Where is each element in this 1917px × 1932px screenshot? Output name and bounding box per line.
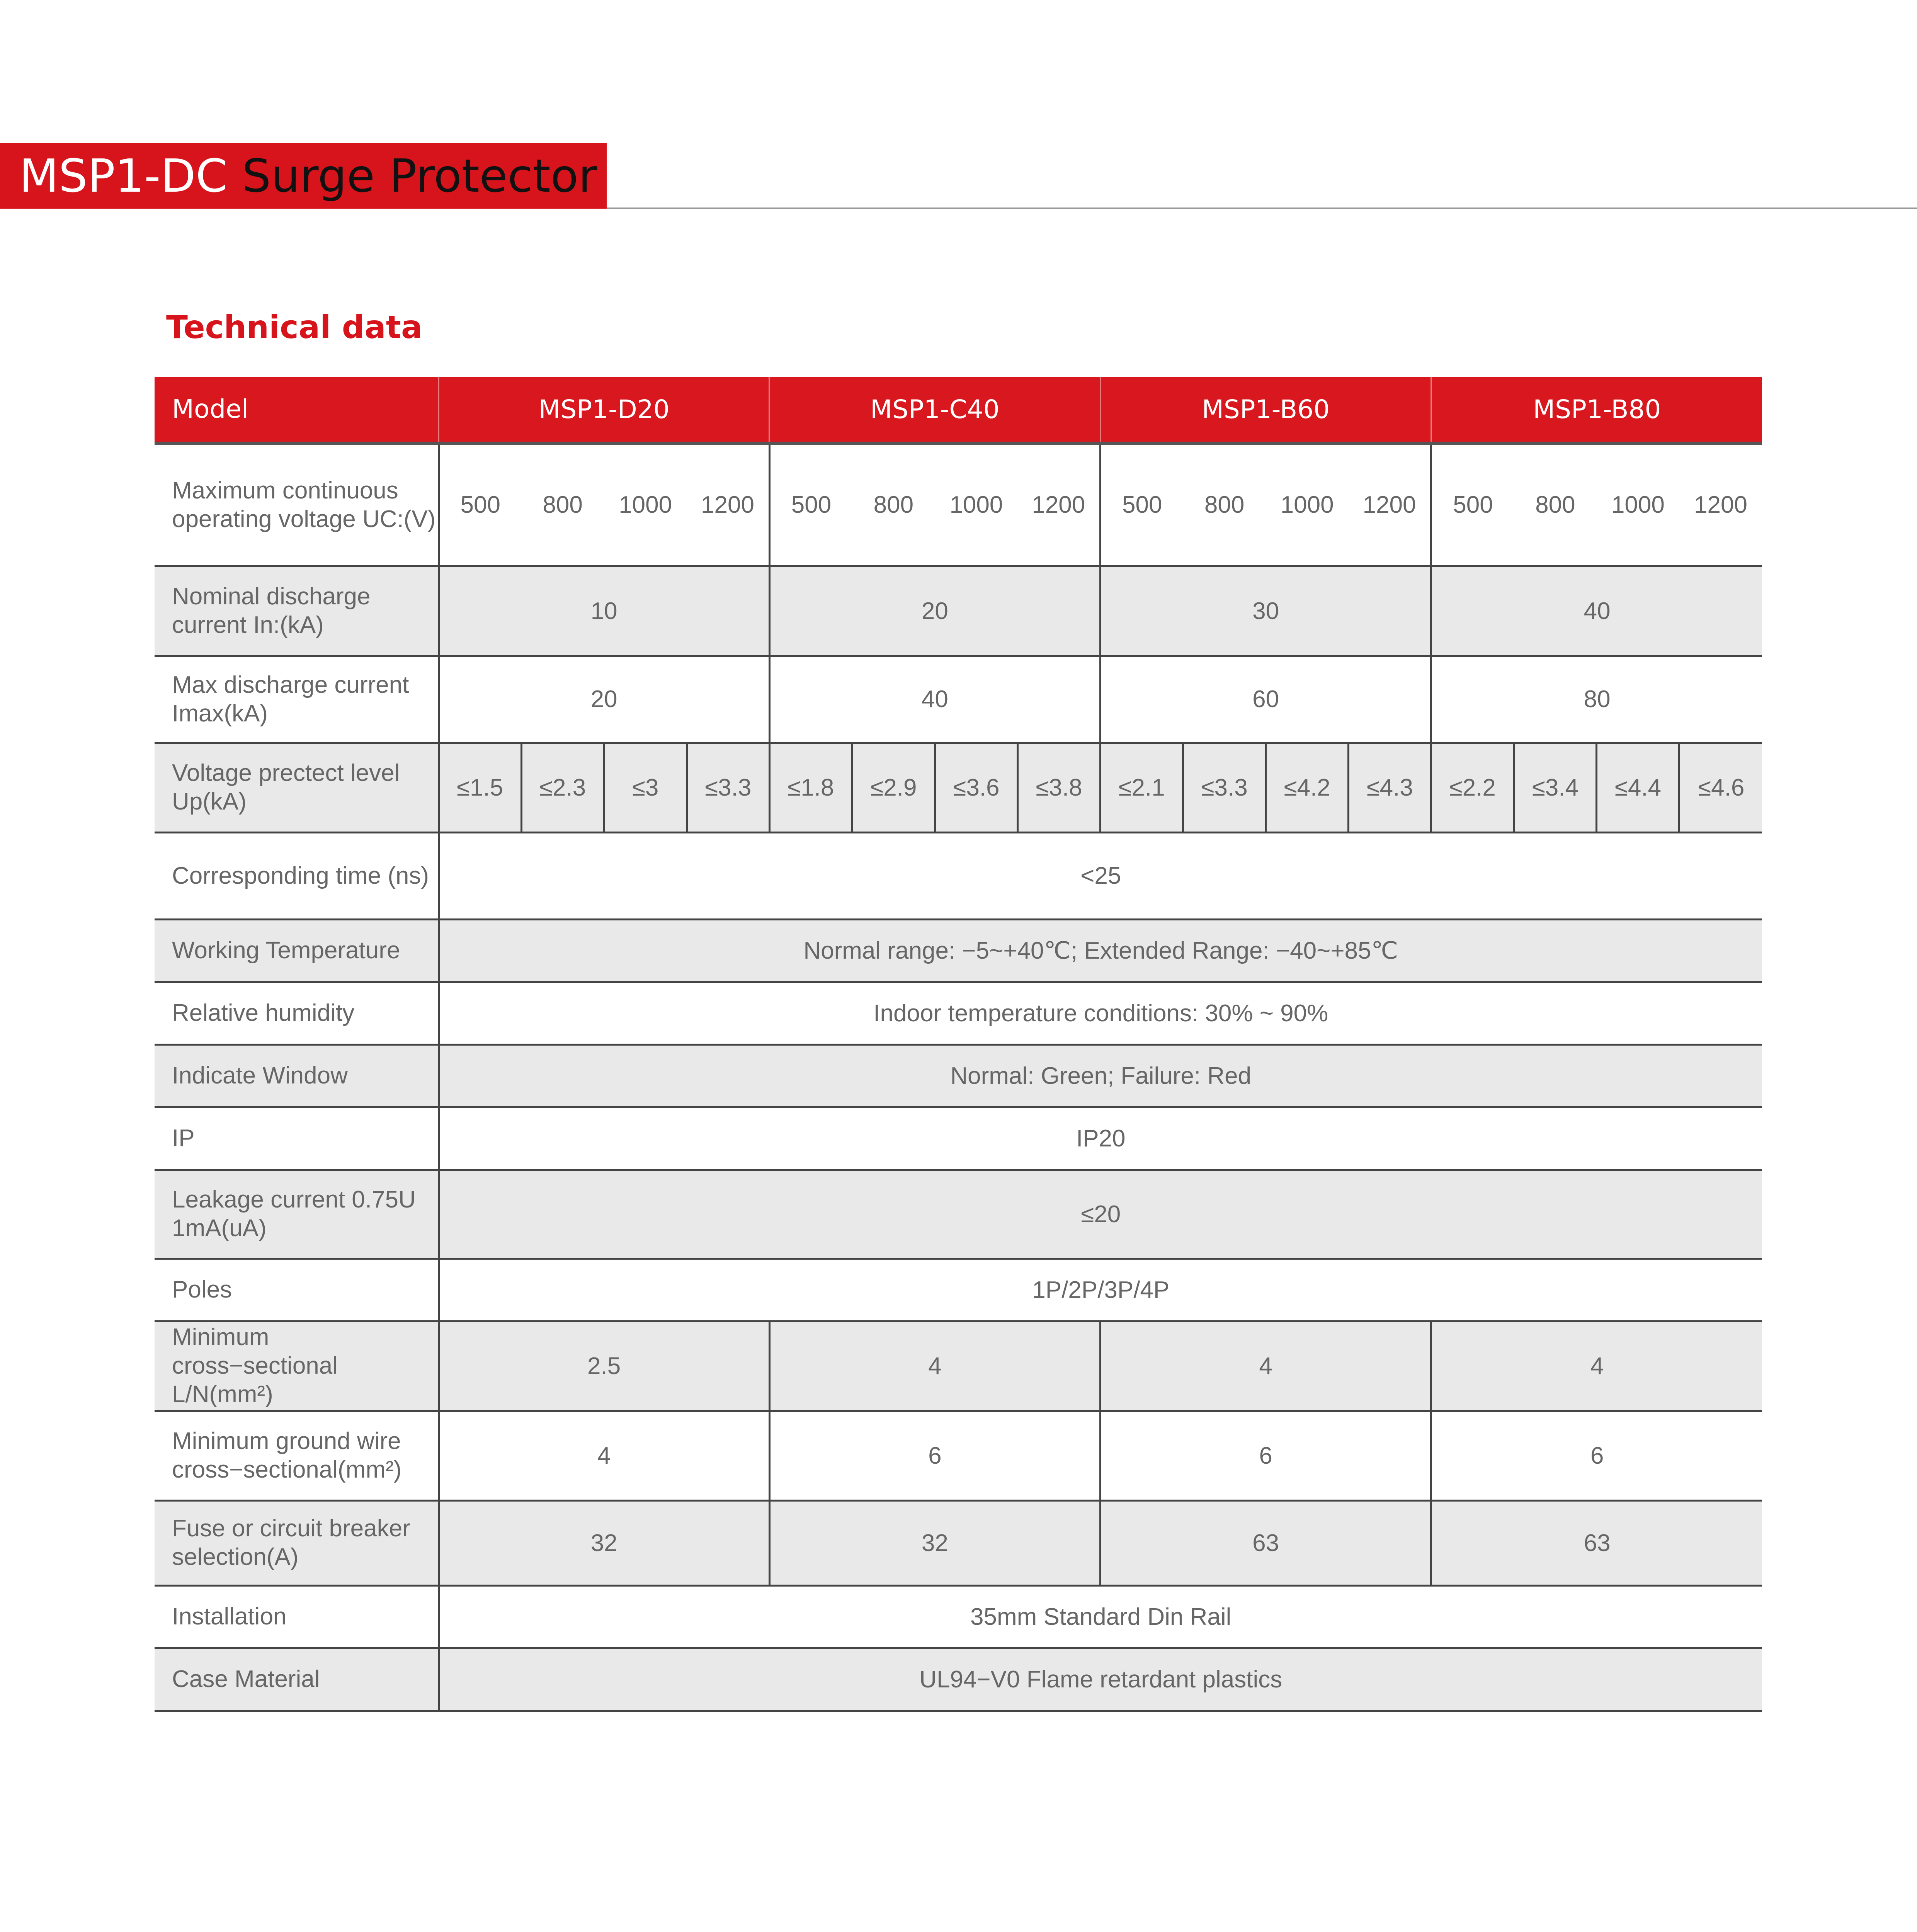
row-imax bbox=[155, 656, 1762, 743]
row-ip bbox=[155, 1107, 1762, 1170]
uc-cell: 500 bbox=[1431, 443, 1514, 566]
row-time bbox=[155, 832, 1762, 919]
model-header: Model bbox=[172, 394, 249, 424]
row-uc bbox=[155, 443, 1762, 566]
title-sub: Surge Protector bbox=[242, 149, 597, 202]
uc-cell: 500 bbox=[769, 443, 852, 566]
up-cell: ≤4.6 bbox=[1679, 743, 1762, 832]
row-label: Voltage prectect level Up(kA) bbox=[172, 760, 400, 815]
imax-cell: 20 bbox=[439, 656, 769, 743]
install-value: 35mm Standard Din Rail bbox=[439, 1585, 1762, 1648]
uc-cell: 1200 bbox=[1032, 492, 1085, 519]
uc-cell: 1200 bbox=[701, 492, 754, 519]
row-leak bbox=[155, 1170, 1762, 1259]
cross-cell: 4 bbox=[1101, 1321, 1431, 1411]
spec-table bbox=[155, 377, 1762, 1712]
row-poles bbox=[155, 1259, 1762, 1321]
header-row bbox=[155, 377, 1762, 443]
row-label: Maximum continuous operating voltage UC:(V) bbox=[172, 477, 436, 532]
leak-value: ≤20 bbox=[439, 1170, 1762, 1259]
row-in bbox=[155, 566, 1762, 656]
fuse-cell: 32 bbox=[439, 1500, 769, 1585]
row-label: Leakage current 0.75U 1mA(uA) bbox=[172, 1186, 416, 1242]
up-cell: ≤2.2 bbox=[1431, 743, 1514, 832]
row-ground bbox=[155, 1411, 1762, 1500]
fuse-cell: 32 bbox=[769, 1500, 1100, 1585]
ground-cell: 6 bbox=[1431, 1411, 1762, 1500]
up-cell: ≤1.8 bbox=[769, 743, 852, 832]
up-cell: ≤2.3 bbox=[521, 743, 604, 832]
cross-cell: 4 bbox=[1431, 1321, 1762, 1411]
in-cell: 40 bbox=[1431, 566, 1762, 656]
uc-cell: 500 bbox=[439, 443, 521, 566]
row-label: Working Temperature bbox=[172, 937, 400, 964]
row-label: Indicate Window bbox=[172, 1062, 348, 1089]
up-cell: ≤4.4 bbox=[1597, 743, 1679, 832]
up-cell: ≤3.8 bbox=[1017, 743, 1100, 832]
row-label: Installation bbox=[172, 1603, 287, 1630]
fuse-cell: 63 bbox=[1101, 1500, 1431, 1585]
ground-cell: 6 bbox=[769, 1411, 1100, 1500]
row-label: Case Material bbox=[172, 1666, 320, 1692]
model-b80: MSP1-B80 bbox=[1431, 377, 1762, 443]
uc-cell: 1200 bbox=[1362, 492, 1416, 519]
in-cell: 20 bbox=[769, 566, 1100, 656]
uc-cell: 800 bbox=[1535, 492, 1575, 519]
page-title-banner bbox=[0, 143, 607, 209]
window-value: Normal: Green; Failure: Red bbox=[439, 1044, 1762, 1107]
up-cell: ≤4.3 bbox=[1349, 743, 1431, 832]
uc-cell: 800 bbox=[543, 492, 583, 519]
cross-cell: 4 bbox=[769, 1321, 1100, 1411]
row-case bbox=[155, 1648, 1762, 1711]
imax-cell: 40 bbox=[769, 656, 1100, 743]
row-label: Fuse or circuit breaker selection(A) bbox=[172, 1515, 410, 1570]
ground-cell: 4 bbox=[439, 1411, 769, 1500]
uc-cell: 800 bbox=[873, 492, 914, 519]
row-label: Poles bbox=[172, 1276, 232, 1303]
in-cell: 10 bbox=[439, 566, 769, 656]
up-cell: ≤3.3 bbox=[1183, 743, 1266, 832]
imax-cell: 80 bbox=[1431, 656, 1762, 743]
uc-cell: 1000 bbox=[1611, 492, 1665, 519]
row-label: Max discharge current Imax(kA) bbox=[172, 671, 409, 727]
row-label: Minimum ground wire cross−sectional(mm²) bbox=[172, 1428, 402, 1483]
ip-value: IP20 bbox=[439, 1107, 1762, 1170]
temp-value: Normal range: −5~+40℃; Extended Range: −40~+85℃ bbox=[439, 919, 1762, 982]
case-value: UL94−V0 Flame retardant plastics bbox=[439, 1648, 1762, 1711]
row-label: Minimum cross−sectional L/N(mm²) bbox=[172, 1324, 338, 1408]
uc-cell: 1000 bbox=[619, 492, 672, 519]
title-main: MSP1-DC bbox=[19, 149, 228, 202]
fuse-cell: 63 bbox=[1431, 1500, 1762, 1585]
humidity-value: Indoor temperature conditions: 30% ~ 90% bbox=[439, 982, 1762, 1044]
title-rule bbox=[607, 207, 1917, 209]
up-cell: ≤1.5 bbox=[439, 743, 521, 832]
row-humidity bbox=[155, 982, 1762, 1044]
model-c40: MSP1-C40 bbox=[769, 377, 1100, 443]
up-cell: ≤3.4 bbox=[1514, 743, 1597, 832]
row-label: Corresponding time (ns) bbox=[172, 862, 429, 889]
row-label: IP bbox=[172, 1125, 195, 1151]
section-title: Technical data bbox=[166, 309, 423, 346]
row-cross bbox=[155, 1321, 1762, 1411]
up-cell: ≤3 bbox=[604, 743, 687, 832]
row-fuse bbox=[155, 1500, 1762, 1585]
cross-cell: 2.5 bbox=[439, 1321, 769, 1411]
time-value: <25 bbox=[439, 832, 1762, 919]
uc-cell: 800 bbox=[1204, 492, 1245, 519]
up-cell: ≤3.6 bbox=[935, 743, 1017, 832]
up-cell: ≤4.2 bbox=[1266, 743, 1349, 832]
imax-cell: 60 bbox=[1101, 656, 1431, 743]
row-label: Relative humidity bbox=[172, 1000, 355, 1026]
uc-cell: 1200 bbox=[1694, 492, 1747, 519]
poles-value: 1P/2P/3P/4P bbox=[439, 1259, 1762, 1321]
model-d20: MSP1-D20 bbox=[439, 377, 769, 443]
row-window bbox=[155, 1044, 1762, 1107]
up-cell: ≤3.3 bbox=[687, 743, 769, 832]
up-cell: ≤2.9 bbox=[852, 743, 935, 832]
in-cell: 30 bbox=[1101, 566, 1431, 656]
model-b60: MSP1-B60 bbox=[1101, 377, 1431, 443]
row-label: Nominal discharge current In:(kA) bbox=[172, 583, 371, 638]
up-cell: ≤2.1 bbox=[1101, 743, 1183, 832]
uc-cell: 500 bbox=[1101, 443, 1183, 566]
ground-cell: 6 bbox=[1101, 1411, 1431, 1500]
row-up bbox=[155, 743, 1762, 832]
row-install bbox=[155, 1585, 1762, 1648]
row-temp bbox=[155, 919, 1762, 982]
uc-cell: 1000 bbox=[949, 492, 1003, 519]
uc-cell: 1000 bbox=[1280, 492, 1334, 519]
